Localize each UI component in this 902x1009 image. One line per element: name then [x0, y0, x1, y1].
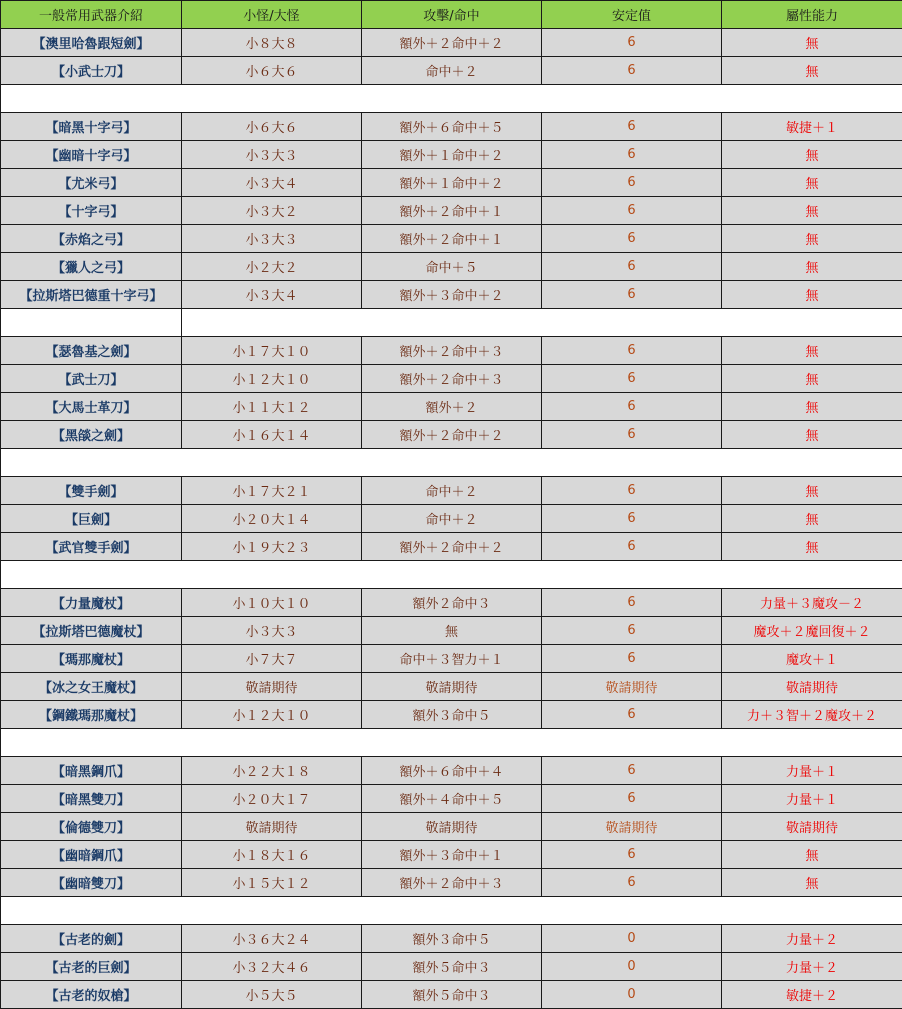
stability-cell: 0 — [542, 981, 722, 1009]
attribute-cell: 無 — [722, 281, 902, 309]
stability-cell: 6 — [542, 701, 722, 729]
attack-hit-cell: 額外＋１命中＋２ — [362, 169, 542, 197]
attack-hit-cell: 敬請期待 — [362, 673, 542, 701]
attribute-cell: 力量＋２ — [722, 953, 902, 981]
separator-row — [1, 729, 902, 757]
weapon-name-cell: 【尤米弓】 — [1, 169, 182, 197]
attack-hit-cell: 額外＋２命中＋２ — [362, 533, 542, 561]
table-row — [1, 421, 902, 449]
table-row — [1, 365, 902, 393]
attack-hit-cell: 額外＋２命中＋２ — [362, 29, 542, 57]
weapon-name-cell: 【古老的劍】 — [1, 925, 182, 953]
weapon-name-cell: 【古老的巨劍】 — [1, 953, 182, 981]
table-row — [1, 505, 902, 533]
attack-hit-cell: 額外＋１命中＋２ — [362, 141, 542, 169]
weapon-name-cell: 【拉斯塔巴德魔杖】 — [1, 617, 182, 645]
stability-cell: 6 — [542, 337, 722, 365]
separator-cell — [1, 309, 182, 337]
attribute-cell: 敬請期待 — [722, 813, 902, 841]
damage-cell: 小３６大２４ — [182, 925, 362, 953]
table-row — [1, 281, 902, 309]
attribute-cell: 無 — [722, 365, 902, 393]
weapon-name-cell: 【古老的奴槍】 — [1, 981, 182, 1009]
stability-cell: 6 — [542, 29, 722, 57]
weapon-name-cell: 【巨劍】 — [1, 505, 182, 533]
damage-cell: 小１９大２３ — [182, 533, 362, 561]
damage-cell: 小６大６ — [182, 113, 362, 141]
damage-cell: 小２０大１７ — [182, 785, 362, 813]
attribute-cell: 無 — [722, 421, 902, 449]
attribute-cell: 無 — [722, 393, 902, 421]
attack-hit-cell: 額外＋６命中＋５ — [362, 113, 542, 141]
stability-cell: 6 — [542, 141, 722, 169]
weapon-name-cell: 【小武士刀】 — [1, 57, 182, 85]
attack-hit-cell: 命中＋３智力＋１ — [362, 645, 542, 673]
table-row — [1, 701, 902, 729]
attribute-cell: 無 — [722, 253, 902, 281]
damage-cell: 小７大７ — [182, 645, 362, 673]
separator-cell — [1, 449, 902, 477]
separator-row — [1, 897, 902, 925]
damage-cell: 小６大６ — [182, 57, 362, 85]
table-row — [1, 981, 902, 1009]
attribute-cell: 力量＋１ — [722, 757, 902, 785]
attack-hit-cell: 敬請期待 — [362, 813, 542, 841]
table-row — [1, 813, 902, 841]
separator-row — [1, 561, 902, 589]
weapon-name-cell: 【雙手劍】 — [1, 477, 182, 505]
stability-cell: 6 — [542, 57, 722, 85]
stability-cell: 6 — [542, 225, 722, 253]
weapon-name-cell: 【瑟魯基之劍】 — [1, 337, 182, 365]
weapon-name-cell: 【冰之女王魔杖】 — [1, 673, 182, 701]
weapon-name-cell: 【暗黑鋼爪】 — [1, 757, 182, 785]
attack-hit-cell: 命中＋２ — [362, 57, 542, 85]
attribute-cell: 力量＋１ — [722, 785, 902, 813]
stability-cell: 6 — [542, 477, 722, 505]
stability-cell: 0 — [542, 925, 722, 953]
attribute-cell: 無 — [722, 505, 902, 533]
damage-cell: 小１８大１６ — [182, 841, 362, 869]
table-row — [1, 785, 902, 813]
attribute-cell: 無 — [722, 57, 902, 85]
separator-cell — [182, 309, 902, 337]
table-row — [1, 925, 902, 953]
stability-cell: 6 — [542, 505, 722, 533]
weapon-name-cell: 【暗黑雙刀】 — [1, 785, 182, 813]
damage-cell: 小８大８ — [182, 29, 362, 57]
attack-hit-cell: 額外５命中３ — [362, 953, 542, 981]
stability-cell: 6 — [542, 645, 722, 673]
attack-hit-cell: 額外３命中５ — [362, 701, 542, 729]
table-row — [1, 477, 902, 505]
attribute-cell: 無 — [722, 169, 902, 197]
table-row — [1, 757, 902, 785]
attack-hit-cell: 額外＋２命中＋１ — [362, 225, 542, 253]
table-row — [1, 113, 902, 141]
stability-cell: 6 — [542, 253, 722, 281]
stability-cell: 6 — [542, 281, 722, 309]
damage-cell: 小５大５ — [182, 981, 362, 1009]
damage-cell: 小１２大１０ — [182, 701, 362, 729]
weapon-name-cell: 【瑪那魔杖】 — [1, 645, 182, 673]
table-row — [1, 393, 902, 421]
attack-hit-cell: 額外＋２命中＋１ — [362, 197, 542, 225]
header-attribute: 屬性能力 — [722, 1, 902, 29]
damage-cell: 小２２大１８ — [182, 757, 362, 785]
damage-cell: 小３大２ — [182, 197, 362, 225]
attribute-cell: 力量＋３魔攻－２ — [722, 589, 902, 617]
attribute-cell: 魔攻＋２魔回復＋２ — [722, 617, 902, 645]
attribute-cell: 無 — [722, 477, 902, 505]
weapon-name-cell: 【赤焰之弓】 — [1, 225, 182, 253]
attribute-cell: 魔攻＋１ — [722, 645, 902, 673]
weapon-name-cell: 【幽暗十字弓】 — [1, 141, 182, 169]
weapon-name-cell: 【幽暗雙刀】 — [1, 869, 182, 897]
table-row — [1, 337, 902, 365]
weapon-name-cell: 【鋼鐵瑪那魔杖】 — [1, 701, 182, 729]
damage-cell: 小１７大１０ — [182, 337, 362, 365]
attack-hit-cell: 額外＋３命中＋１ — [362, 841, 542, 869]
table-row — [1, 253, 902, 281]
stability-cell: 6 — [542, 169, 722, 197]
stability-cell: 6 — [542, 617, 722, 645]
header-category: 一般常用武器介紹 — [1, 1, 182, 29]
attack-hit-cell: 額外＋２命中＋２ — [362, 421, 542, 449]
attack-hit-cell: 額外＋２命中＋３ — [362, 869, 542, 897]
attack-hit-cell: 額外＋２命中＋３ — [362, 365, 542, 393]
damage-cell: 小３大３ — [182, 141, 362, 169]
attack-hit-cell: 額外＋２ — [362, 393, 542, 421]
table-row — [1, 225, 902, 253]
damage-cell: 敬請期待 — [182, 673, 362, 701]
damage-cell: 小３大３ — [182, 617, 362, 645]
stability-cell: 6 — [542, 197, 722, 225]
stability-cell: 6 — [542, 533, 722, 561]
table-row — [1, 617, 902, 645]
table-row — [1, 29, 902, 57]
attribute-cell: 無 — [722, 841, 902, 869]
attribute-cell: 無 — [722, 533, 902, 561]
separator-cell — [1, 561, 902, 589]
weapon-name-cell: 【幽暗鋼爪】 — [1, 841, 182, 869]
attribute-cell: 敏捷＋１ — [722, 113, 902, 141]
stability-cell: 6 — [542, 421, 722, 449]
damage-cell: 小２０大１４ — [182, 505, 362, 533]
weapon-name-cell: 【武士刀】 — [1, 365, 182, 393]
damage-cell: 小１０大１０ — [182, 589, 362, 617]
table-row — [1, 141, 902, 169]
table-row — [1, 673, 902, 701]
table-row — [1, 533, 902, 561]
header-stability: 安定值 — [542, 1, 722, 29]
table-row — [1, 197, 902, 225]
stability-cell: 6 — [542, 393, 722, 421]
attribute-cell: 無 — [722, 197, 902, 225]
damage-cell: 小１５大１２ — [182, 869, 362, 897]
attack-hit-cell: 額外２命中３ — [362, 589, 542, 617]
damage-cell: 小２大２ — [182, 253, 362, 281]
attribute-cell: 無 — [722, 29, 902, 57]
attack-hit-cell: 命中＋５ — [362, 253, 542, 281]
damage-cell: 小１６大１４ — [182, 421, 362, 449]
weapon-name-cell: 【澳里哈魯跟短劍】 — [1, 29, 182, 57]
header-row — [1, 1, 902, 29]
attack-hit-cell: 無 — [362, 617, 542, 645]
header-damage: 小怪/大怪 — [182, 1, 362, 29]
damage-cell: 小１２大１０ — [182, 365, 362, 393]
stability-cell: 敬請期待 — [542, 813, 722, 841]
stability-cell: 6 — [542, 869, 722, 897]
damage-cell: 小３大４ — [182, 169, 362, 197]
attack-hit-cell: 命中＋２ — [362, 505, 542, 533]
attribute-cell: 無 — [722, 337, 902, 365]
stability-cell: 6 — [542, 785, 722, 813]
stability-cell: 6 — [542, 589, 722, 617]
weapon-name-cell: 【獵人之弓】 — [1, 253, 182, 281]
stability-cell: 6 — [542, 113, 722, 141]
table-row — [1, 589, 902, 617]
damage-cell: 小１７大２１ — [182, 477, 362, 505]
separator-cell — [1, 85, 902, 113]
stability-cell: 0 — [542, 953, 722, 981]
attack-hit-cell: 額外５命中３ — [362, 981, 542, 1009]
weapon-name-cell: 【大馬士革刀】 — [1, 393, 182, 421]
attribute-cell: 無 — [722, 141, 902, 169]
weapon-name-cell: 【暗黑十字弓】 — [1, 113, 182, 141]
header-attack-hit: 攻擊/命中 — [362, 1, 542, 29]
table-row — [1, 869, 902, 897]
attack-hit-cell: 額外＋４命中＋５ — [362, 785, 542, 813]
weapon-name-cell: 【武官雙手劍】 — [1, 533, 182, 561]
attack-hit-cell: 命中＋２ — [362, 477, 542, 505]
separator-row — [1, 85, 902, 113]
attack-hit-cell: 額外＋６命中＋４ — [362, 757, 542, 785]
attribute-cell: 力＋３智＋２魔攻＋２ — [722, 701, 902, 729]
weapon-name-cell: 【十字弓】 — [1, 197, 182, 225]
separator-cell — [1, 729, 902, 757]
attribute-cell: 敬請期待 — [722, 673, 902, 701]
attack-hit-cell: 額外＋３命中＋２ — [362, 281, 542, 309]
attribute-cell: 無 — [722, 225, 902, 253]
table-row — [1, 169, 902, 197]
table-row — [1, 953, 902, 981]
damage-cell: 敬請期待 — [182, 813, 362, 841]
separator-cell — [1, 897, 902, 925]
separator-row — [1, 449, 902, 477]
stability-cell: 6 — [542, 841, 722, 869]
stability-cell: 敬請期待 — [542, 673, 722, 701]
damage-cell: 小３２大４６ — [182, 953, 362, 981]
separator-row — [1, 309, 902, 337]
weapon-name-cell: 【倫德雙刀】 — [1, 813, 182, 841]
weapon-name-cell: 【拉斯塔巴德重十字弓】 — [1, 281, 182, 309]
attribute-cell: 無 — [722, 869, 902, 897]
table-row — [1, 841, 902, 869]
damage-cell: 小３大４ — [182, 281, 362, 309]
stability-cell: 6 — [542, 365, 722, 393]
attack-hit-cell: 額外＋２命中＋３ — [362, 337, 542, 365]
attribute-cell: 力量＋２ — [722, 925, 902, 953]
table-row — [1, 645, 902, 673]
weapon-table-body — [1, 29, 902, 1009]
table-row — [1, 57, 902, 85]
weapon-name-cell: 【力量魔杖】 — [1, 589, 182, 617]
attack-hit-cell: 額外３命中５ — [362, 925, 542, 953]
weapon-name-cell: 【黑燄之劍】 — [1, 421, 182, 449]
damage-cell: 小３大３ — [182, 225, 362, 253]
damage-cell: 小１１大１２ — [182, 393, 362, 421]
attribute-cell: 敏捷＋２ — [722, 981, 902, 1009]
stability-cell: 6 — [542, 757, 722, 785]
